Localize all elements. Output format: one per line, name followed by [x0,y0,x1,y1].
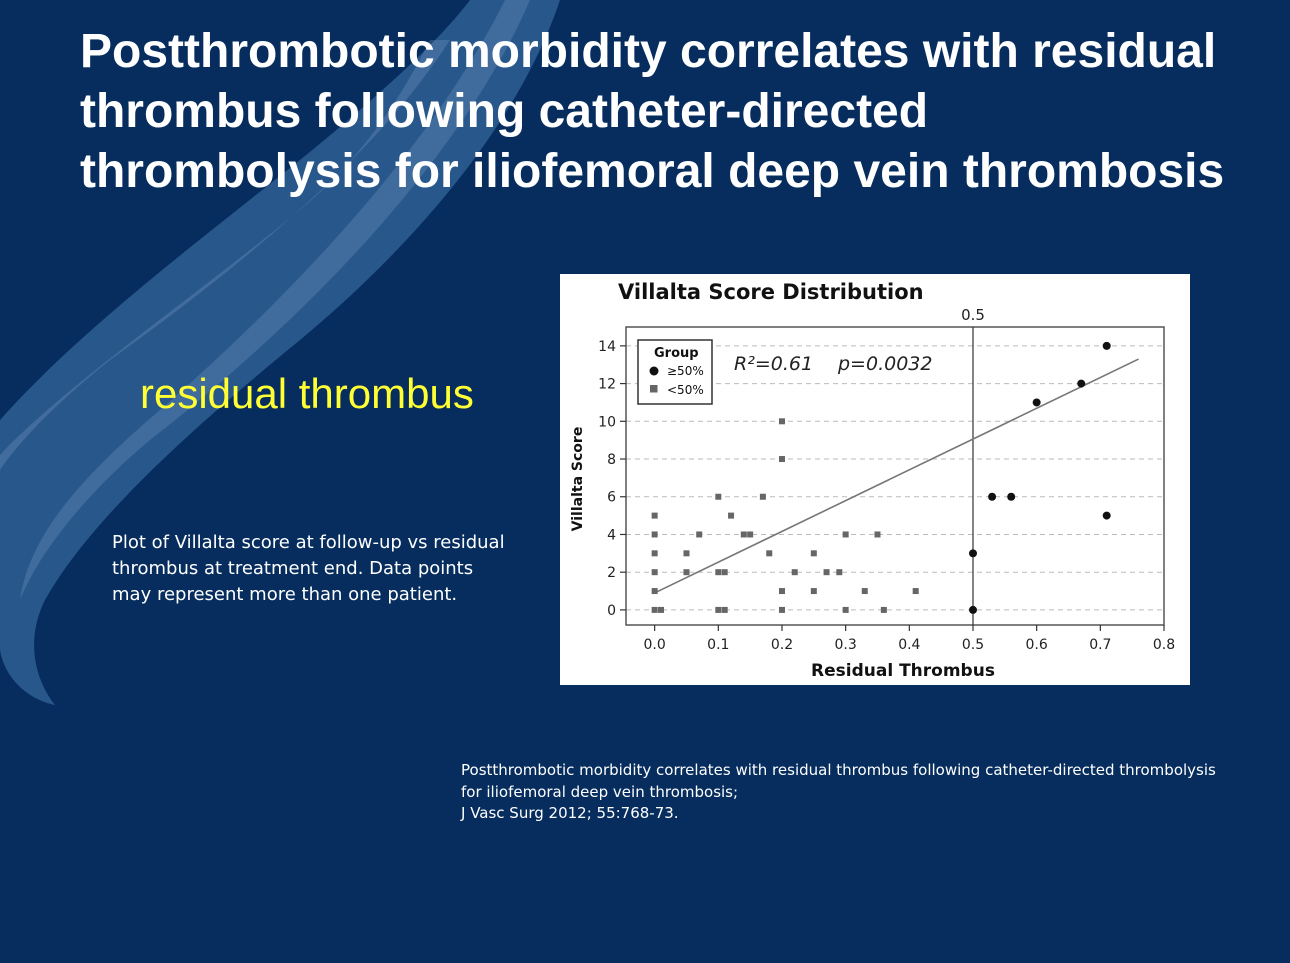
y-tick-label: 12 [598,376,616,393]
y-tick-label: 4 [607,527,616,544]
data-point-lt50 [779,456,785,462]
data-point-lt50 [811,588,817,594]
x-tick-label: 0.7 [1089,637,1112,653]
reference-line-group [961,306,985,625]
data-point-lt50 [913,588,919,594]
x-tick-label: 0.5 [961,637,985,653]
data-point-lt50 [766,550,772,556]
x-tick-label: 0.4 [898,637,921,653]
data-point-lt50 [658,607,664,613]
figure-caption: Plot of Villalta score at follow-up vs residual thrombus at treatment end. Data points may represent more than one patient. [112,532,505,605]
citation-line: for iliofemoral deep vein thrombosis; [461,782,739,801]
y-axis-ticks [598,339,626,619]
data-point-lt50 [843,607,849,613]
data-point-lt50 [696,531,702,537]
legend-marker-circle [650,367,659,376]
data-point-lt50 [652,550,658,556]
y-tick-label: 14 [598,338,616,355]
legend-entry-label: ≥50% [667,364,704,378]
data-point-ge50 [1033,398,1041,406]
x-tick-label: 0.1 [707,637,730,653]
y-axis-label: Villalta Score [570,426,586,532]
y-tick-label: 2 [607,565,616,582]
y-tick-label: 10 [598,414,616,431]
chart-title: Villalta Score Distribution [618,280,924,304]
y-tick-label: 0 [607,602,616,619]
x-tick-label: 0.0 [643,637,666,653]
y-tick-label: 6 [607,489,616,506]
x-tick-label: 0.3 [834,637,857,653]
r-squared-annotation: R²=0.61 [734,353,814,375]
citation-line: Postthrombotic morbidity correlates with residual thrombus following catheter-directed thrombolysis [461,761,1216,779]
data-point-ge50 [969,549,977,557]
data-point-lt50 [652,569,658,575]
data-point-lt50 [652,607,658,613]
citation-line: J Vasc Surg 2012; 55:768-73. [461,804,679,822]
x-tick-label: 0.6 [1025,637,1048,653]
legend-entry-label: <50% [667,383,704,397]
x-axis-ticks [644,625,1176,653]
x-tick-label: 0.8 [1152,637,1176,653]
data-point-lt50 [779,418,785,424]
data-point-lt50 [722,607,728,613]
data-point-lt50 [728,513,734,519]
subtitle-residual-thrombus: residual thrombus [140,370,474,417]
legend-title: Group [654,346,699,361]
legend [638,340,712,404]
data-point-lt50 [881,607,887,613]
data-point-lt50 [824,569,830,575]
data-point-lt50 [747,531,753,537]
data-point-ge50 [1007,493,1015,501]
data-point-lt50 [715,607,721,613]
data-point-lt50 [683,550,689,556]
data-point-lt50 [836,569,842,575]
data-point-lt50 [843,531,849,537]
regression-line [655,359,1139,593]
data-point-ge50 [969,606,977,614]
scatter-chart [560,274,1190,685]
data-point-ge50 [1103,342,1111,350]
legend-marker-square [650,385,658,393]
data-point-lt50 [862,588,868,594]
data-point-lt50 [779,607,785,613]
data-point-lt50 [811,550,817,556]
data-point-lt50 [652,588,658,594]
data-point-ge50 [1103,512,1111,520]
data-points [652,342,1111,614]
citation [461,760,1251,825]
data-point-lt50 [652,513,658,519]
data-point-lt50 [715,494,721,500]
reference-line-label: 0.5 [961,306,985,324]
data-point-lt50 [722,569,728,575]
data-point-lt50 [652,531,658,537]
data-point-lt50 [779,588,785,594]
x-axis-label: Residual Thrombus [811,661,995,681]
data-point-lt50 [760,494,766,500]
p-value-annotation: p=0.0032 [838,353,933,375]
data-point-lt50 [874,531,880,537]
slide-title: Postthrombotic morbidity correlates with residual thrombus following catheter-directed thrombolysis for iliofemoral deep vein thrombosis [80,25,1225,198]
data-point-ge50 [1077,380,1085,388]
data-point-lt50 [715,569,721,575]
data-point-lt50 [741,531,747,537]
data-point-lt50 [683,569,689,575]
chart-panel [560,274,1190,685]
y-tick-label: 8 [607,452,616,469]
x-tick-label: 0.2 [770,637,794,653]
data-point-ge50 [988,493,996,501]
data-point-lt50 [792,569,798,575]
